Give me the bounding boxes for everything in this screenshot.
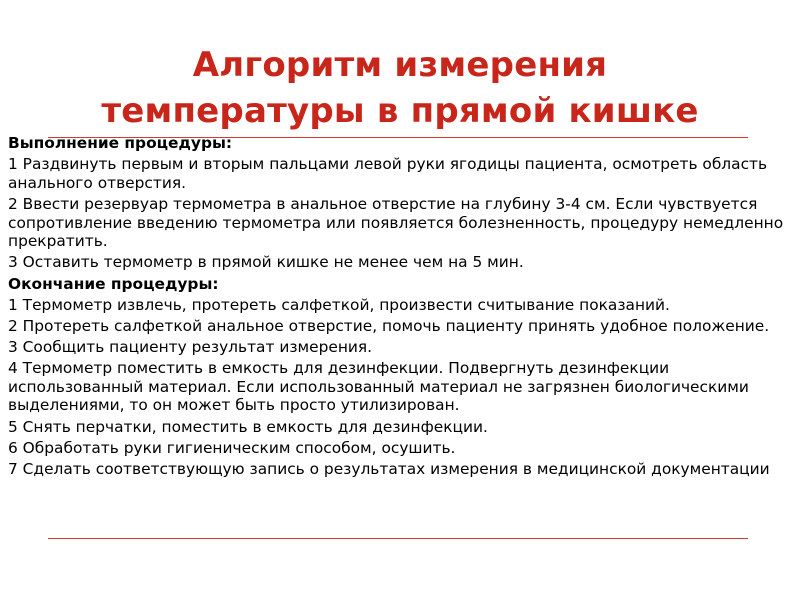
- slide-title-line-1: Алгоритм измерения: [192, 45, 608, 85]
- completion-step-3: 3 Сообщить пациенту результат измерения.: [8, 338, 373, 357]
- completion-step-7: 7 Сделать соответствующую запись о результатах измерения в медицинской документации: [8, 460, 770, 479]
- slide-title: [0, 42, 800, 134]
- bottom-divider: [48, 538, 748, 539]
- completion-step-5: 5 Снять перчатки, поместить в емкость для дезинфекции.: [8, 417, 488, 436]
- completion-step-4: 4 Термометр поместить в емкость для дезинфекции. Подвергнуть дезинфекции использованный материал. Если использованный материал не загрязнен биологическими выделениями, то он может быть просто утилизирован.: [8, 359, 749, 415]
- procedure-text: [8, 134, 793, 481]
- section-heading-completion: Окончание процедуры:: [8, 274, 219, 293]
- completion-step-2: 2 Протереть салфеткой анальное отверстие, помочь пациенту принять удобное положение.: [8, 316, 770, 335]
- section-heading-execution: Выполнение процедуры:: [8, 134, 233, 152]
- execution-step-2: 2 Ввести резервуар термометра в анальное отверстие на глубину 3-4 см. Если чувствуется сопротивление введению термометра или появляется болезненность, процедуру немедленно прекратить.: [8, 194, 784, 251]
- execution-step-3: 3 Оставить термометр в прямой кишке не менее чем на 5 мин.: [8, 253, 524, 272]
- execution-step-1: 1 Раздвинуть первым и вторым пальцами левой руки ягодицы пациента, осмотреть область анального отверстия.: [8, 155, 768, 192]
- completion-step-1: 1 Термометр извлечь, протереть салфеткой, произвести считывание показаний.: [8, 295, 670, 314]
- completion-step-6: 6 Обработать руки гигиеническим способом, осушить.: [8, 438, 456, 457]
- slide-title-line-2: температуры в прямой кишке: [101, 91, 699, 131]
